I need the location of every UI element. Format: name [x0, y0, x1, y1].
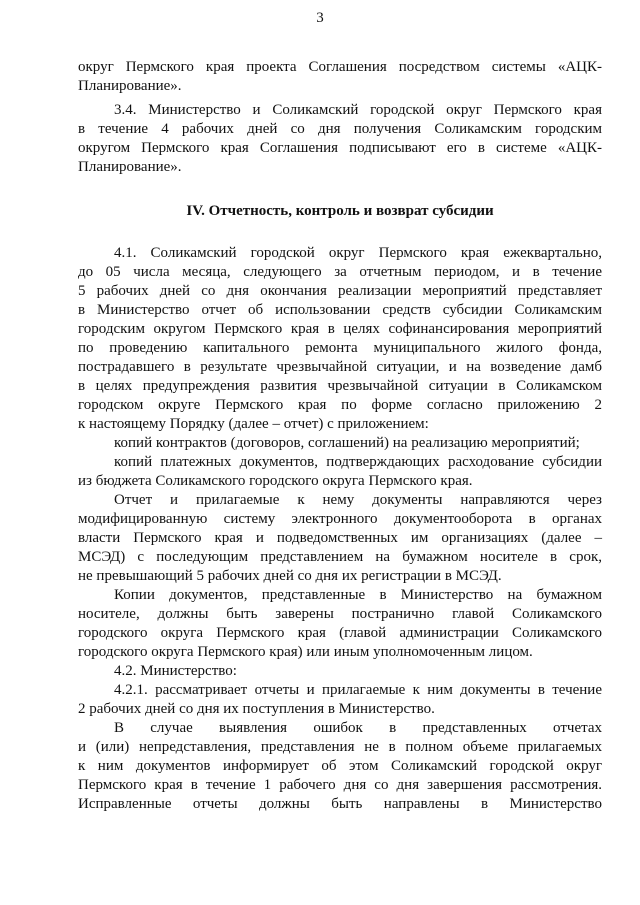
text-line: в течение 4 рабочих дней со дня получения Соликамским городским	[78, 121, 602, 137]
text-line: 4.1. Соликамский городской округ Пермского края ежеквартально,	[114, 245, 602, 261]
text-line: 4.2.1. рассматривает отчеты и прилагаемые к ним документы в течение	[114, 682, 602, 698]
text-line: пострадавшего в результате чрезвычайной ситуации, и на возведение дамб	[78, 359, 602, 375]
text-line: округом Пермского края Соглашения подписывают его в системе «АЦК-	[78, 140, 602, 156]
paragraph-payments	[78, 453, 602, 491]
text-line: Пермского края в течение 1 рабочего дня со дня завершения рассмотрения.	[78, 777, 602, 793]
page-number: 3	[316, 10, 324, 26]
paragraph-errors	[78, 719, 602, 814]
paragraph-4-1	[78, 244, 602, 434]
text-line: модифицированную систему электронного документооборота в органах	[78, 511, 602, 527]
paragraph-copies	[78, 586, 602, 662]
text-line: округ Пермского края проекта Соглашения посредством системы «АЦК-	[78, 59, 602, 75]
document-body	[78, 50, 602, 814]
paragraph-3-4	[78, 101, 602, 177]
text-line: по проведению капитального ремонта муниципального жилого фонда,	[78, 340, 602, 356]
text-line: 3.4. Министерство и Соликамский городской округ Пермского края	[114, 102, 602, 118]
text-line: Исправленные отчеты должны быть направлены в Министерство	[78, 796, 602, 812]
text-line: власти Пермского края и подведомственных им организациях (далее –	[78, 530, 602, 546]
text-line: МСЭД) с последующим представлением на бумажном носителе в срок,	[78, 549, 602, 565]
text-line: в целях предупреждения развития чрезвычайной ситуации в Соликамском	[78, 378, 602, 394]
text-line: 2 рабочих дней со дня их поступления в Министерство.	[78, 701, 435, 717]
text-line: городского округа Пермского края) или иным уполномоченным лицом.	[78, 644, 533, 660]
text-line: до 05 числа месяца, следующего за отчетным периодом, и в течение	[78, 264, 602, 280]
text-line: к настоящему Порядку (далее – отчет) с приложением:	[78, 416, 429, 432]
text-line: копий контрактов (договоров, соглашений) на реализацию мероприятий;	[114, 435, 580, 451]
paragraph-continuation	[78, 58, 602, 96]
section-heading: IV. Отчетность, контроль и возврат субсидии	[186, 203, 494, 219]
text-line: копий платежных документов, подтверждающих расходование субсидии	[114, 454, 602, 470]
paragraph-4-2	[78, 662, 602, 681]
text-line: носителе, должны быть заверены постранично главой Соликамского	[78, 606, 602, 622]
text-line: Планирование».	[78, 78, 182, 94]
text-line: городском округе Пермского края по форме согласно приложению 2	[78, 397, 602, 413]
text-line: из бюджета Соликамского городского округа Пермского края.	[78, 473, 473, 489]
text-line: Копии документов, представленные в Министерство на бумажном	[114, 587, 602, 603]
text-line: 5 рабочих дней со дня окончания реализации мероприятий представляет	[78, 283, 602, 299]
text-line: Отчет и прилагаемые к нему документы направляются через	[114, 492, 602, 508]
text-line: не превышающий 5 рабочих дней со дня их регистрации в МСЭД.	[78, 568, 502, 584]
paragraph-contracts	[78, 434, 602, 453]
paragraph-report	[78, 491, 602, 586]
text-line: городского округа Пермского края (главой администрации Соликамского	[78, 625, 602, 641]
paragraph-4-2-1	[78, 681, 602, 719]
text-line: к ним документов информирует об этом Соликамский городской округ	[78, 758, 602, 774]
text-line: в Министерство отчет об использовании средств субсидии Соликамским	[78, 302, 602, 318]
text-line: 4.2. Министерство:	[114, 663, 237, 679]
text-line: В случае выявления ошибок в представленных отчетах	[114, 720, 602, 736]
text-line: Планирование».	[78, 159, 182, 175]
text-line: и (или) непредставления, представления не в полном объеме прилагаемых	[78, 739, 602, 755]
text-line: городским округом Пермского края в целях софинансирования мероприятий	[78, 321, 602, 337]
